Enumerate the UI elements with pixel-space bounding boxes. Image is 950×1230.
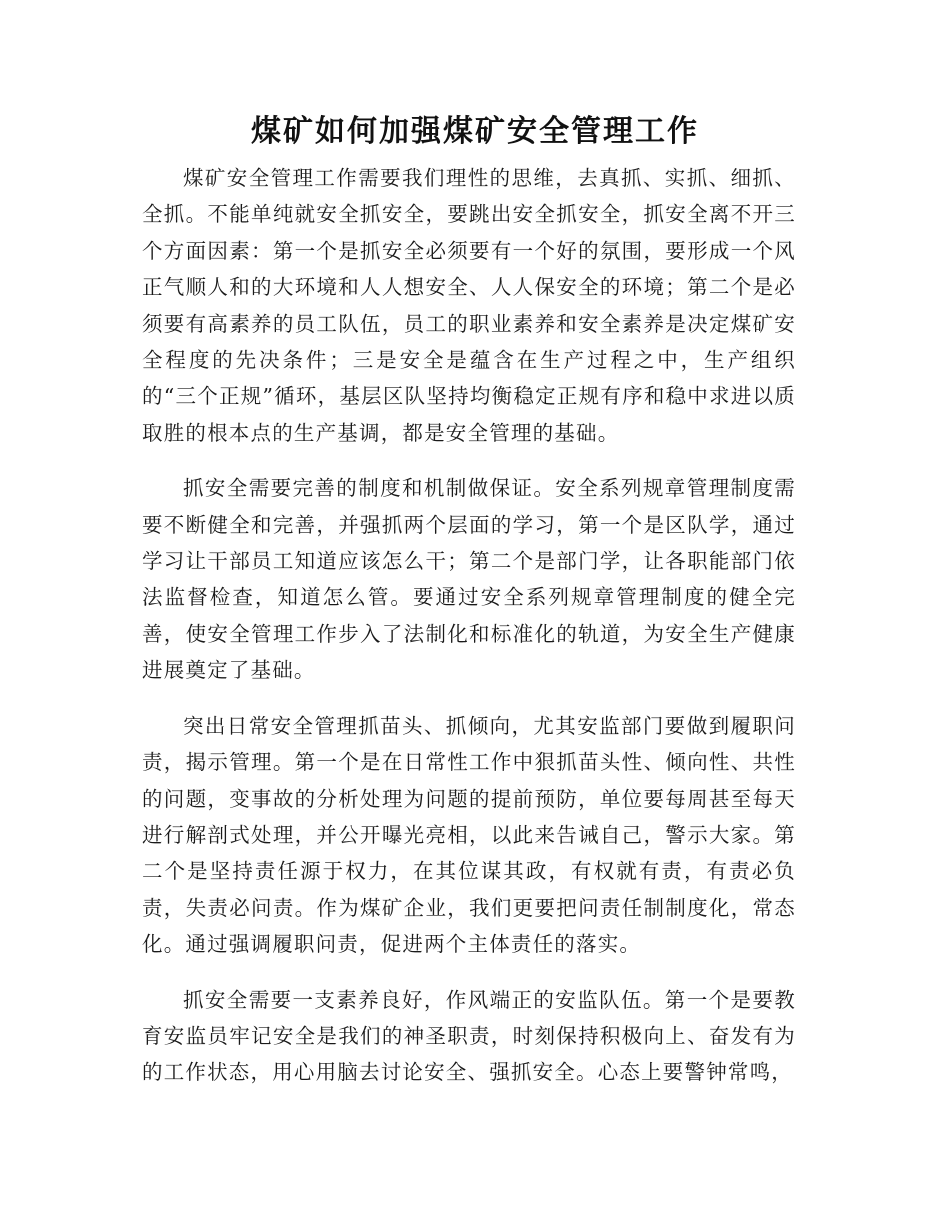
paragraph: 抓安全需要一支素养良好，作风端正的安监队伍。第一个是要教育安监员牢记安全是我们的神圣职责，时刻保持积极向上、奋发有为的工作状态，用心用脑去讨论安全、强抓安全。心态上要警钟常鸣， [142,987,796,1085]
document-body [142,160,796,1110]
paragraph: 煤矿安全管理工作需要我们理性的思维，去真抓、实抓、细抓、全抓。不能单纯就安全抓安全，要跳出安全抓安全，抓安全离不开三个方面因素：第一个是抓安全必须要有一个好的氛围，要形成一个风正气顺人和的大环境和人人想安全、人人保安全的环境；第二个是必须要有高素养的员工队伍，员工的职业素养和安全素养是决定煤矿安全程度的先决条件；三是安全是蕴含在生产过程之中，生产组织的“三个正规”循环，基层区队坚持均衡稳定正规有序和稳中求进以质取胜的根本点的生产基调，都是安全管理的基础。 [142,166,796,445]
paragraph: 突出日常安全管理抓苗头、抓倾向，尤其安监部门要做到履职问责，揭示管理。第一个是在日常性工作中狠抓苗头性、倾向性、共性的问题，变事故的分析处理为问题的提前预防，单位要每周甚至每天进行解剖式处理，并公开曝光亮相，以此来告诫自己，警示大家。第二个是坚持责任源于权力，在其位谋其政，有权就有责，有责必负责，失责必问责。作为煤矿企业，我们更要把问责任制制度化，常态化。通过强调履职问责，促进两个主体责任的落实。 [142,713,796,957]
paragraph: 抓安全需要完善的制度和机制做保证。安全系列规章管理制度需要不断健全和完善，并强抓两个层面的学习，第一个是区队学，通过学习让干部员工知道应该怎么干；第二个是部门学，让各职能部门依法监督检查，知道怎么管。要通过安全系列规章管理制度的健全完善，使安全管理工作步入了法制化和标准化的轨道，为安全生产健康进展奠定了基础。 [142,476,796,683]
document-title: 煤矿如何加强煤矿安全管理工作 [251,114,699,149]
